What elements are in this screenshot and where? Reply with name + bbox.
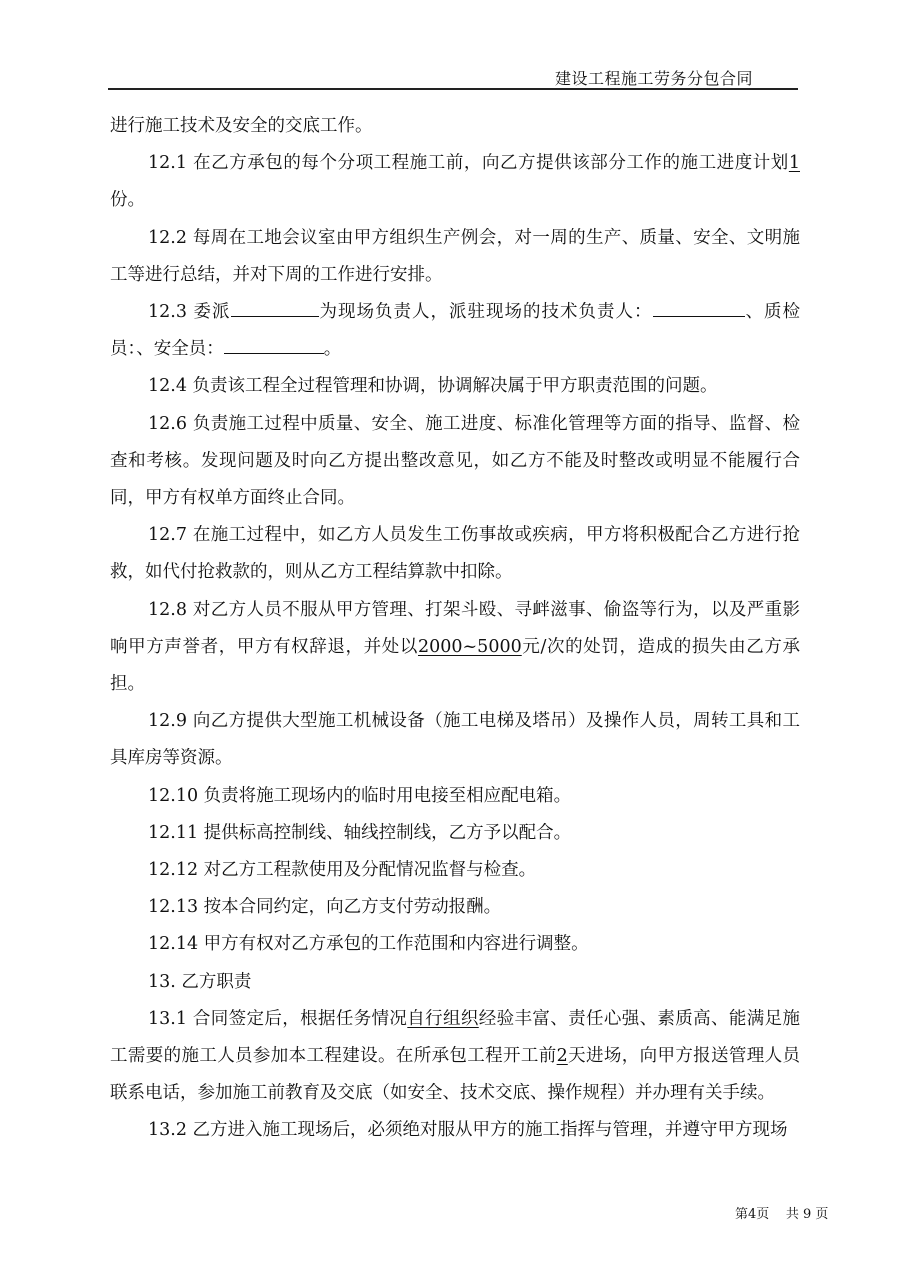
clause-12-11 [110,815,800,852]
clause-text: 13.1 合同签定后，根据任务情况 [148,1008,408,1029]
page-footer [735,1203,828,1222]
clause-text: 12.11 提供标高控制线、轴线控制线，乙方予以配合。 [148,822,572,843]
clause-12-6 [110,406,800,518]
page-total: 共 9 页 [785,1207,829,1222]
clause-text: 元/次的处罚，造成的损失由乙方承担。 [110,636,800,695]
clause-13-2 [110,1112,800,1149]
tech-lead-blank [653,298,745,317]
clause-text: 。 [323,339,342,360]
clause-12-10 [110,778,800,815]
section-13-heading [110,964,800,1001]
clause-text: 为现场负责人，派驻现场的技术负责人： [318,302,653,323]
clause-text: 12.14 甲方有权对乙方承包的工作范围和内容进行调整。 [148,934,589,955]
paragraph-intro [110,108,800,145]
clause-12-1 [110,145,800,219]
paragraph-text: 进行施工技术及安全的交底工作。 [110,116,373,136]
clause-text: 12.9 向乙方提供大型施工机械设备（施工电梯及塔吊）及操作人员，周转工具和工具库房等资源。 [110,711,800,769]
clause-text: 天进场，向甲方报送管理人员联系电话，参加施工前教育及交底（如安全、技术交底、操作规程）并办理有关手续。 [110,1046,801,1104]
clause-12-3 [110,294,800,368]
site-manager-blank [231,298,319,317]
clause-13-1 [110,1001,800,1113]
clause-12-12 [110,852,800,889]
penalty-amount: 2000~5000 [417,636,522,657]
clause-text: 12.6 负责施工过程中质量、安全、施工进度、标准化管理等方面的指导、监督、检查和考核。发现问题及时向乙方提出整改意见，如乙方不能及时整改或明显不能履行合同，甲方有权单方面终止合同。 [110,413,800,509]
clause-12-2 [110,220,800,294]
clause-12-7 [110,517,800,591]
page-number: 第4页 [735,1207,770,1222]
clause-text: 13.2 乙方进入施工现场后，必须绝对服从甲方的施工指挥与管理，并遵守甲方现场 [148,1120,788,1141]
document-body [110,108,800,1150]
clause-text: 、安全员： [136,339,224,360]
clause-12-14 [110,926,800,963]
clause-12-9 [110,703,800,777]
clause-12-13 [110,889,800,926]
clause-text: 12.12 对乙方工程款使用及分配情况监督与检查。 [148,860,537,881]
clause-text: 12.7 在施工过程中，如乙方人员发生工伤事故或疾病，甲方将积极配合乙方进行抢救，如代付抢救款的，则从乙方工程结算款中扣除。 [110,525,800,583]
clause-text: 、质检员： [110,302,801,360]
clause-text: 12.1 在乙方承包的每个分项工程施工前，向乙方提供该部分工作的施工进度计划 [148,153,789,174]
header-rule [108,88,798,90]
clause-text: 12.4 负责该工程全过程管理和协调，协调解决属于甲方职责范围的问题。 [148,376,718,397]
clause-12-4 [110,368,800,405]
clause-12-8 [110,592,800,704]
section-heading: 13. 乙方职责 [148,971,252,992]
header-title: 建设工程施工劳务分包合同 [555,69,754,88]
clause-text: 经验丰富、责任心强、素质高、能满足施工需要的施工人员参加本工程建设。在所承包工程开工前 [110,1008,800,1067]
safety-officer-blank [224,335,324,354]
clause-text: 12.2 每周在工地会议室由甲方组织生产例会，对一周的生产、质量、安全、文明施工等进行总结，并对下周的工作进行安排。 [110,227,800,285]
clause-text: 12.8 对乙方人员不服从甲方管理、打架斗殴、寻衅滋事、偷盗等行为，以及严重影响甲方声誉者，甲方有权辞退，并处以 [110,599,800,657]
clause-text: 12.13 按本合同约定，向乙方支付劳动报酬。 [148,897,502,918]
clause-text: 12.10 负责将施工现场内的临时用电接至相应配电箱。 [148,785,572,806]
organize-method: 自行组织 [407,1008,479,1029]
entry-days: 2 [556,1046,568,1067]
clause-text: 份。 [110,190,145,211]
clause-text: 12.3 委派 [148,302,231,323]
copies-count: 1 [788,153,800,174]
